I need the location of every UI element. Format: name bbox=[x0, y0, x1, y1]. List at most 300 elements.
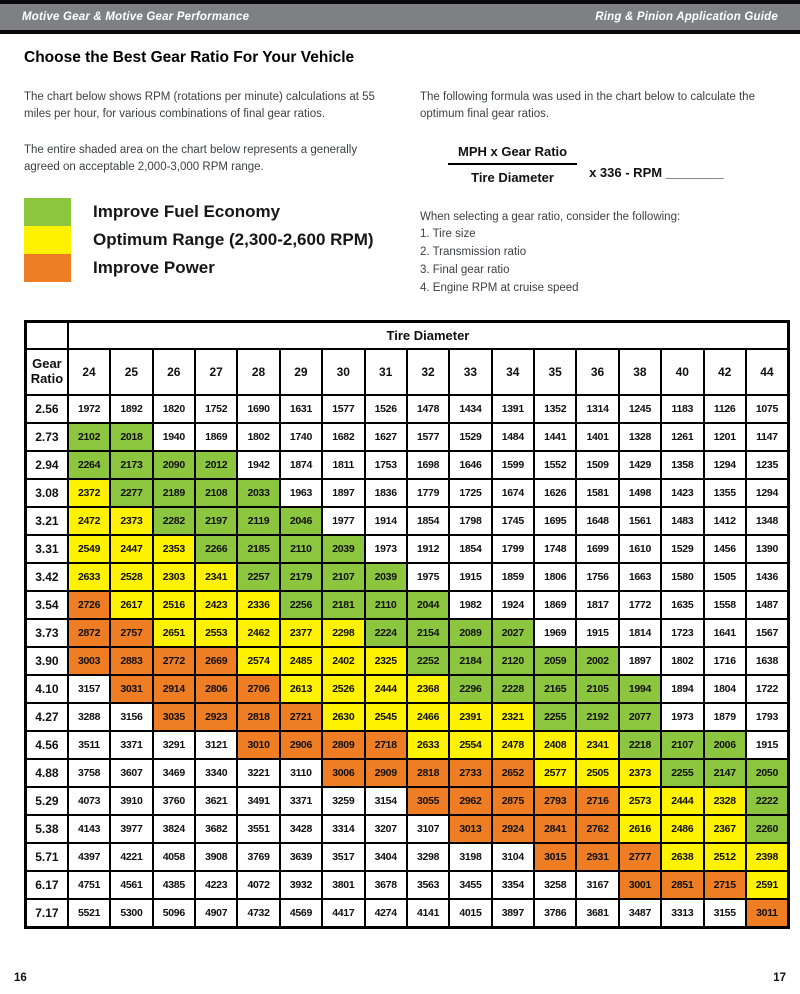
rpm-value-cell: 2931 bbox=[576, 843, 618, 871]
rpm-value-cell: 2228 bbox=[492, 675, 534, 703]
rpm-value-cell: 2050 bbox=[746, 759, 789, 787]
rpm-value-cell: 2638 bbox=[661, 843, 703, 871]
rpm-value-cell: 2793 bbox=[534, 787, 576, 815]
rpm-value-cell: 1804 bbox=[704, 675, 746, 703]
rpm-value-cell: 1627 bbox=[365, 423, 407, 451]
rpm-value-cell: 1698 bbox=[407, 451, 449, 479]
rpm-value-cell: 1859 bbox=[492, 563, 534, 591]
rpm-value-cell: 1201 bbox=[704, 423, 746, 451]
rpm-value-cell: 2516 bbox=[153, 591, 195, 619]
rpm-value-cell: 3769 bbox=[237, 843, 279, 871]
tire-diameter-column-header: 34 bbox=[492, 349, 534, 395]
rpm-value-cell: 2616 bbox=[619, 815, 661, 843]
table-row bbox=[26, 871, 789, 899]
rpm-value-cell: 2336 bbox=[237, 591, 279, 619]
rpm-value-cell: 1314 bbox=[576, 395, 618, 423]
rpm-value-cell: 2039 bbox=[365, 563, 407, 591]
rpm-value-cell: 2715 bbox=[704, 871, 746, 899]
formula-numerator: MPH x Gear Ratio bbox=[448, 144, 577, 165]
rpm-value-cell: 2777 bbox=[619, 843, 661, 871]
rpm-value-cell: 2633 bbox=[68, 563, 110, 591]
rpm-value-cell: 3013 bbox=[449, 815, 491, 843]
rpm-value-cell: 2574 bbox=[237, 647, 279, 675]
rpm-value-cell: 2197 bbox=[195, 507, 237, 535]
rpm-value-cell: 2841 bbox=[534, 815, 576, 843]
gear-ratio-cell: 4.27 bbox=[26, 703, 68, 731]
rpm-value-cell: 2185 bbox=[237, 535, 279, 563]
legend-row-optimum bbox=[24, 226, 396, 254]
tire-diameter-column-header: 28 bbox=[237, 349, 279, 395]
rpm-value-cell: 2485 bbox=[280, 647, 322, 675]
rpm-value-cell: 2027 bbox=[492, 619, 534, 647]
rpm-value-cell: 1646 bbox=[449, 451, 491, 479]
rpm-value-cell: 1391 bbox=[492, 395, 534, 423]
rpm-value-cell: 2282 bbox=[153, 507, 195, 535]
rpm-value-cell: 2762 bbox=[576, 815, 618, 843]
rpm-value-cell: 2154 bbox=[407, 619, 449, 647]
gear-ratio-cell: 3.42 bbox=[26, 563, 68, 591]
rpm-value-cell: 2341 bbox=[195, 563, 237, 591]
rpm-value-cell: 3517 bbox=[322, 843, 364, 871]
tire-diameter-column-header: 29 bbox=[280, 349, 322, 395]
rpm-value-cell: 3107 bbox=[407, 815, 449, 843]
rpm-value-cell: 1401 bbox=[576, 423, 618, 451]
right-column bbox=[420, 89, 776, 298]
rpm-value-cell: 4223 bbox=[195, 871, 237, 899]
rpm-value-cell: 1294 bbox=[704, 451, 746, 479]
rpm-value-cell: 1963 bbox=[280, 479, 322, 507]
rpm-value-cell: 1806 bbox=[534, 563, 576, 591]
yellow-swatch bbox=[24, 226, 71, 254]
rpm-value-cell: 2391 bbox=[449, 703, 491, 731]
rpm-value-cell: 2353 bbox=[153, 535, 195, 563]
rpm-value-cell: 2883 bbox=[110, 647, 152, 675]
rpm-value-cell: 2462 bbox=[237, 619, 279, 647]
rpm-value-cell: 2733 bbox=[449, 759, 491, 787]
rpm-value-cell: 1977 bbox=[322, 507, 364, 535]
rpm-value-cell: 3154 bbox=[365, 787, 407, 815]
rpm-value-cell: 4072 bbox=[237, 871, 279, 899]
intro-columns bbox=[24, 89, 776, 298]
rpm-value-cell: 3455 bbox=[449, 871, 491, 899]
rpm-value-cell: 4058 bbox=[153, 843, 195, 871]
rpm-value-cell: 3897 bbox=[492, 899, 534, 927]
rpm-value-cell: 2222 bbox=[746, 787, 789, 815]
rpm-value-cell: 4274 bbox=[365, 899, 407, 927]
column-header-row bbox=[26, 349, 789, 395]
rpm-value-cell: 3607 bbox=[110, 759, 152, 787]
rpm-value-cell: 2472 bbox=[68, 507, 110, 535]
rpm-value-cell: 2255 bbox=[661, 759, 703, 787]
rpm-value-cell: 1529 bbox=[661, 535, 703, 563]
rpm-value-cell: 2633 bbox=[407, 731, 449, 759]
gear-ratio-cell: 5.38 bbox=[26, 815, 68, 843]
rpm-value-cell: 2165 bbox=[534, 675, 576, 703]
rpm-value-cell: 1352 bbox=[534, 395, 576, 423]
rpm-value-cell: 5096 bbox=[153, 899, 195, 927]
rpm-value-cell: 2266 bbox=[195, 535, 237, 563]
rpm-value-cell: 1126 bbox=[704, 395, 746, 423]
orange-swatch bbox=[24, 254, 71, 282]
rpm-value-cell: 3681 bbox=[576, 899, 618, 927]
rpm-value-cell: 2089 bbox=[449, 619, 491, 647]
gear-ratio-cell: 3.21 bbox=[26, 507, 68, 535]
rpm-value-cell: 1802 bbox=[237, 423, 279, 451]
gear-ratio-cell: 3.31 bbox=[26, 535, 68, 563]
rpm-value-cell: 2909 bbox=[365, 759, 407, 787]
rpm-value-cell: 2218 bbox=[619, 731, 661, 759]
intro-paragraph-2: The entire shaded area on the chart below represents a generally agreed on acceptable 2,000-3,000 RPM range. bbox=[24, 143, 358, 173]
rpm-value-cell: 4221 bbox=[110, 843, 152, 871]
rpm-value-cell: 1663 bbox=[619, 563, 661, 591]
rpm-value-cell: 3491 bbox=[237, 787, 279, 815]
rpm-value-cell: 2398 bbox=[746, 843, 789, 871]
rpm-value-cell: 4732 bbox=[237, 899, 279, 927]
rpm-value-cell: 1756 bbox=[576, 563, 618, 591]
tire-diameter-header-row bbox=[26, 321, 789, 349]
rpm-value-cell: 2173 bbox=[110, 451, 152, 479]
rpm-value-cell: 2906 bbox=[280, 731, 322, 759]
rpm-value-cell: 3001 bbox=[619, 871, 661, 899]
tire-diameter-column-header: 24 bbox=[68, 349, 110, 395]
rpm-value-cell: 2772 bbox=[153, 647, 195, 675]
rpm-value-cell: 1699 bbox=[576, 535, 618, 563]
rpm-value-cell: 2090 bbox=[153, 451, 195, 479]
rpm-value-cell: 1261 bbox=[661, 423, 703, 451]
rpm-value-cell: 2486 bbox=[661, 815, 703, 843]
rpm-value-cell: 4569 bbox=[280, 899, 322, 927]
gear-ratio-cell: 4.56 bbox=[26, 731, 68, 759]
rpm-value-cell: 1456 bbox=[704, 535, 746, 563]
rpm-value-cell: 2651 bbox=[153, 619, 195, 647]
table-row bbox=[26, 479, 789, 507]
rpm-value-cell: 2147 bbox=[704, 759, 746, 787]
rpm-value-cell: 2478 bbox=[492, 731, 534, 759]
rpm-value-cell: 2757 bbox=[110, 619, 152, 647]
tire-diameter-column-header: 36 bbox=[576, 349, 618, 395]
rpm-value-cell: 1294 bbox=[746, 479, 789, 507]
rpm-value-cell: 1897 bbox=[322, 479, 364, 507]
rpm-value-cell: 3786 bbox=[534, 899, 576, 927]
rpm-value-cell: 1147 bbox=[746, 423, 789, 451]
rpm-value-cell: 2444 bbox=[365, 675, 407, 703]
rpm-value-cell: 1716 bbox=[704, 647, 746, 675]
rpm-value-cell: 1328 bbox=[619, 423, 661, 451]
rpm-value-cell: 2402 bbox=[322, 647, 364, 675]
table-row bbox=[26, 535, 789, 563]
gear-ratio-cell: 5.29 bbox=[26, 787, 68, 815]
rpm-value-cell: 2669 bbox=[195, 647, 237, 675]
rpm-value-cell: 2423 bbox=[195, 591, 237, 619]
rpm-value-cell: 2107 bbox=[661, 731, 703, 759]
rpm-value-cell: 1075 bbox=[746, 395, 789, 423]
rpm-value-cell: 2372 bbox=[68, 479, 110, 507]
rpm-value-cell: 2192 bbox=[576, 703, 618, 731]
rpm-value-cell: 1423 bbox=[661, 479, 703, 507]
rpm-value-cell: 1577 bbox=[322, 395, 364, 423]
rpm-value-cell: 1552 bbox=[534, 451, 576, 479]
rpm-value-cell: 3258 bbox=[534, 871, 576, 899]
rpm-value-cell: 2039 bbox=[322, 535, 364, 563]
rpm-value-cell: 3155 bbox=[704, 899, 746, 927]
legend-row-fuel-economy bbox=[24, 198, 396, 226]
table-row bbox=[26, 423, 789, 451]
rpm-value-cell: 1529 bbox=[449, 423, 491, 451]
rpm-value-cell: 2706 bbox=[237, 675, 279, 703]
rpm-value-cell: 1772 bbox=[619, 591, 661, 619]
tire-diameter-column-header: 35 bbox=[534, 349, 576, 395]
gear-ratio-cell: 3.54 bbox=[26, 591, 68, 619]
rpm-value-cell: 4143 bbox=[68, 815, 110, 843]
tire-diameter-column-header: 42 bbox=[704, 349, 746, 395]
rpm-value-cell: 1638 bbox=[746, 647, 789, 675]
rpm-value-cell: 1183 bbox=[661, 395, 703, 423]
rpm-value-cell: 1748 bbox=[534, 535, 576, 563]
rpm-value-cell: 2033 bbox=[237, 479, 279, 507]
rpm-value-cell: 1969 bbox=[534, 619, 576, 647]
rpm-value-cell: 1972 bbox=[68, 395, 110, 423]
legend-row-power bbox=[24, 254, 396, 282]
rpm-value-cell: 3259 bbox=[322, 787, 364, 815]
rpm-value-cell: 2716 bbox=[576, 787, 618, 815]
rpm-value-cell: 3003 bbox=[68, 647, 110, 675]
tire-diameter-column-header: 31 bbox=[365, 349, 407, 395]
rpm-value-cell: 3121 bbox=[195, 731, 237, 759]
rpm-value-cell: 3801 bbox=[322, 871, 364, 899]
intro-paragraph-1: The chart below shows RPM (rotations per minute) calculations at 55 miles per hour, for various combinations of final gear ratios. bbox=[24, 91, 375, 121]
rpm-value-cell: 2257 bbox=[237, 563, 279, 591]
rpm-value-cell: 3428 bbox=[280, 815, 322, 843]
rpm-value-cell: 1892 bbox=[110, 395, 152, 423]
tire-diameter-column-header: 40 bbox=[661, 349, 703, 395]
rpm-value-cell: 4907 bbox=[195, 899, 237, 927]
rpm-value-cell: 3314 bbox=[322, 815, 364, 843]
formula-denominator: Tire Diameter bbox=[471, 169, 554, 185]
gear-ratio-cell: 3.08 bbox=[26, 479, 68, 507]
rpm-value-cell: 1869 bbox=[534, 591, 576, 619]
rpm-value-cell: 2373 bbox=[110, 507, 152, 535]
rpm-value-cell: 2466 bbox=[407, 703, 449, 731]
rpm-value-cell: 2120 bbox=[492, 647, 534, 675]
rpm-value-cell: 1558 bbox=[704, 591, 746, 619]
rpm-value-cell: 1674 bbox=[492, 479, 534, 507]
rpm-value-cell: 1982 bbox=[449, 591, 491, 619]
rpm-value-cell: 2328 bbox=[704, 787, 746, 815]
table-row bbox=[26, 815, 789, 843]
rpm-value-cell: 1802 bbox=[661, 647, 703, 675]
consideration-item: 4. Engine RPM at cruise speed bbox=[420, 281, 579, 294]
rpm-value-cell: 2002 bbox=[576, 647, 618, 675]
rpm-value-cell: 2102 bbox=[68, 423, 110, 451]
rpm-value-cell: 1779 bbox=[407, 479, 449, 507]
gear-ratio-cell: 6.17 bbox=[26, 871, 68, 899]
rpm-value-cell: 1811 bbox=[322, 451, 364, 479]
rpm-value-cell: 1897 bbox=[619, 647, 661, 675]
rpm-value-cell: 2512 bbox=[704, 843, 746, 871]
rpm-value-cell: 2573 bbox=[619, 787, 661, 815]
rpm-value-cell: 3157 bbox=[68, 675, 110, 703]
rpm-value-cell: 2277 bbox=[110, 479, 152, 507]
rpm-value-cell: 1434 bbox=[449, 395, 491, 423]
rpm-value-cell: 3908 bbox=[195, 843, 237, 871]
tire-diameter-header: Tire Diameter bbox=[68, 321, 789, 349]
gear-ratio-cell: 3.73 bbox=[26, 619, 68, 647]
rpm-value-cell: 1814 bbox=[619, 619, 661, 647]
rpm-value-cell: 2408 bbox=[534, 731, 576, 759]
rpm-value-cell: 1942 bbox=[237, 451, 279, 479]
rpm-value-cell: 1390 bbox=[746, 535, 789, 563]
rpm-value-cell: 3313 bbox=[661, 899, 703, 927]
table-row bbox=[26, 451, 789, 479]
rpm-value-cell: 3682 bbox=[195, 815, 237, 843]
rpm-value-cell: 2528 bbox=[110, 563, 152, 591]
rpm-value-cell: 2110 bbox=[280, 535, 322, 563]
rpm-value-cell: 2077 bbox=[619, 703, 661, 731]
rpm-value-cell: 2006 bbox=[704, 731, 746, 759]
rpm-value-cell: 3511 bbox=[68, 731, 110, 759]
rpm-value-cell: 1478 bbox=[407, 395, 449, 423]
rpm-value-cell: 2321 bbox=[492, 703, 534, 731]
header-left-title: Motive Gear & Motive Gear Performance bbox=[22, 11, 250, 23]
rpm-value-cell: 2018 bbox=[110, 423, 152, 451]
rpm-value-cell: 1487 bbox=[746, 591, 789, 619]
rpm-value-cell: 1631 bbox=[280, 395, 322, 423]
rpm-value-cell: 3932 bbox=[280, 871, 322, 899]
rpm-value-cell: 2818 bbox=[237, 703, 279, 731]
formula-suffix: x 336 - RPM ________ bbox=[589, 164, 724, 180]
table-row bbox=[26, 591, 789, 619]
rpm-value-cell: 2367 bbox=[704, 815, 746, 843]
rpm-value-cell: 2105 bbox=[576, 675, 618, 703]
rpm-value-cell: 3055 bbox=[407, 787, 449, 815]
rpm-value-cell: 1879 bbox=[704, 703, 746, 731]
rpm-value-cell: 5300 bbox=[110, 899, 152, 927]
rpm-value-cell: 2630 bbox=[322, 703, 364, 731]
rpm-value-cell: 3824 bbox=[153, 815, 195, 843]
tire-diameter-column-header: 30 bbox=[322, 349, 364, 395]
rpm-value-cell: 2962 bbox=[449, 787, 491, 815]
rpm-value-cell: 1505 bbox=[704, 563, 746, 591]
rpm-value-cell: 1599 bbox=[492, 451, 534, 479]
rpm-value-cell: 2341 bbox=[576, 731, 618, 759]
rpm-value-cell: 2108 bbox=[195, 479, 237, 507]
gear-ratio-cell: 2.56 bbox=[26, 395, 68, 423]
rpm-value-cell: 2224 bbox=[365, 619, 407, 647]
rpm-value-cell: 2447 bbox=[110, 535, 152, 563]
rpm-value-cell: 2255 bbox=[534, 703, 576, 731]
rpm-value-cell: 3221 bbox=[237, 759, 279, 787]
tire-diameter-column-header: 44 bbox=[746, 349, 789, 395]
rpm-value-cell: 1235 bbox=[746, 451, 789, 479]
rpm-value-cell: 3639 bbox=[280, 843, 322, 871]
considerations-block bbox=[420, 209, 776, 298]
rpm-value-cell: 2298 bbox=[322, 619, 364, 647]
rpm-value-cell: 2718 bbox=[365, 731, 407, 759]
page-header-bar bbox=[0, 0, 800, 34]
rpm-value-cell: 3678 bbox=[365, 871, 407, 899]
consideration-item: 3. Final gear ratio bbox=[420, 263, 510, 276]
rpm-value-cell: 1793 bbox=[746, 703, 789, 731]
rpm-value-cell: 2044 bbox=[407, 591, 449, 619]
rpm-value-cell: 2444 bbox=[661, 787, 703, 815]
rpm-value-cell: 1915 bbox=[746, 731, 789, 759]
gear-ratio-cell: 5.71 bbox=[26, 843, 68, 871]
rpm-value-cell: 2726 bbox=[68, 591, 110, 619]
rpm-value-cell: 3371 bbox=[110, 731, 152, 759]
rpm-value-cell: 1798 bbox=[449, 507, 491, 535]
gear-ratio-cell: 4.10 bbox=[26, 675, 68, 703]
rpm-value-cell: 1975 bbox=[407, 563, 449, 591]
rpm-value-cell: 1799 bbox=[492, 535, 534, 563]
rpm-value-cell: 1567 bbox=[746, 619, 789, 647]
rpm-value-cell: 4385 bbox=[153, 871, 195, 899]
rpm-value-cell: 3291 bbox=[153, 731, 195, 759]
rpm-value-cell: 2296 bbox=[449, 675, 491, 703]
rpm-value-cell: 3354 bbox=[492, 871, 534, 899]
rpm-value-cell: 1695 bbox=[534, 507, 576, 535]
rpm-value-cell: 1753 bbox=[365, 451, 407, 479]
rpm-value-cell: 1836 bbox=[365, 479, 407, 507]
rpm-value-cell: 1635 bbox=[661, 591, 703, 619]
table-row bbox=[26, 899, 789, 927]
rpm-value-cell: 1429 bbox=[619, 451, 661, 479]
legend-label: Improve Power bbox=[93, 258, 215, 277]
rpm-value-cell: 2059 bbox=[534, 647, 576, 675]
gear-ratio-cell: 4.88 bbox=[26, 759, 68, 787]
rpm-value-cell: 1641 bbox=[704, 619, 746, 647]
color-legend bbox=[24, 198, 396, 282]
tire-diameter-column-header: 25 bbox=[110, 349, 152, 395]
tire-diameter-column-header: 32 bbox=[407, 349, 449, 395]
rpm-value-cell: 2526 bbox=[322, 675, 364, 703]
rpm-value-cell: 1912 bbox=[407, 535, 449, 563]
rpm-value-cell: 2617 bbox=[110, 591, 152, 619]
rpm-value-cell: 2368 bbox=[407, 675, 449, 703]
rpm-value-cell: 3198 bbox=[449, 843, 491, 871]
table-row bbox=[26, 787, 789, 815]
table-row bbox=[26, 619, 789, 647]
header-right-title: Ring & Pinion Application Guide bbox=[595, 11, 778, 23]
rpm-value-cell: 1682 bbox=[322, 423, 364, 451]
rpm-value-cell: 1580 bbox=[661, 563, 703, 591]
rpm-value-cell: 1648 bbox=[576, 507, 618, 535]
consideration-item: 2. Transmission ratio bbox=[420, 246, 527, 259]
gear-ratio-cell: 2.73 bbox=[26, 423, 68, 451]
rpm-value-cell: 2613 bbox=[280, 675, 322, 703]
rpm-value-cell: 5521 bbox=[68, 899, 110, 927]
rpm-value-cell: 3563 bbox=[407, 871, 449, 899]
rpm-value-cell: 3340 bbox=[195, 759, 237, 787]
rpm-value-cell: 1745 bbox=[492, 507, 534, 535]
rpm-value-cell: 3015 bbox=[534, 843, 576, 871]
rpm-value-cell: 2264 bbox=[68, 451, 110, 479]
table-row bbox=[26, 563, 789, 591]
table-row bbox=[26, 731, 789, 759]
rpm-value-cell: 2721 bbox=[280, 703, 322, 731]
rpm-value-cell: 1973 bbox=[661, 703, 703, 731]
gear-ratio-cell: 3.90 bbox=[26, 647, 68, 675]
rpm-value-cell: 2184 bbox=[449, 647, 491, 675]
rpm-value-cell: 1924 bbox=[492, 591, 534, 619]
rpm-value-cell: 1626 bbox=[534, 479, 576, 507]
rpm-value-cell: 2012 bbox=[195, 451, 237, 479]
rpm-value-cell: 1725 bbox=[449, 479, 491, 507]
rpm-value-cell: 3288 bbox=[68, 703, 110, 731]
rpm-value-cell: 1245 bbox=[619, 395, 661, 423]
rpm-value-cell: 2553 bbox=[195, 619, 237, 647]
rpm-value-cell: 2189 bbox=[153, 479, 195, 507]
legend-label: Improve Fuel Economy bbox=[93, 202, 281, 221]
